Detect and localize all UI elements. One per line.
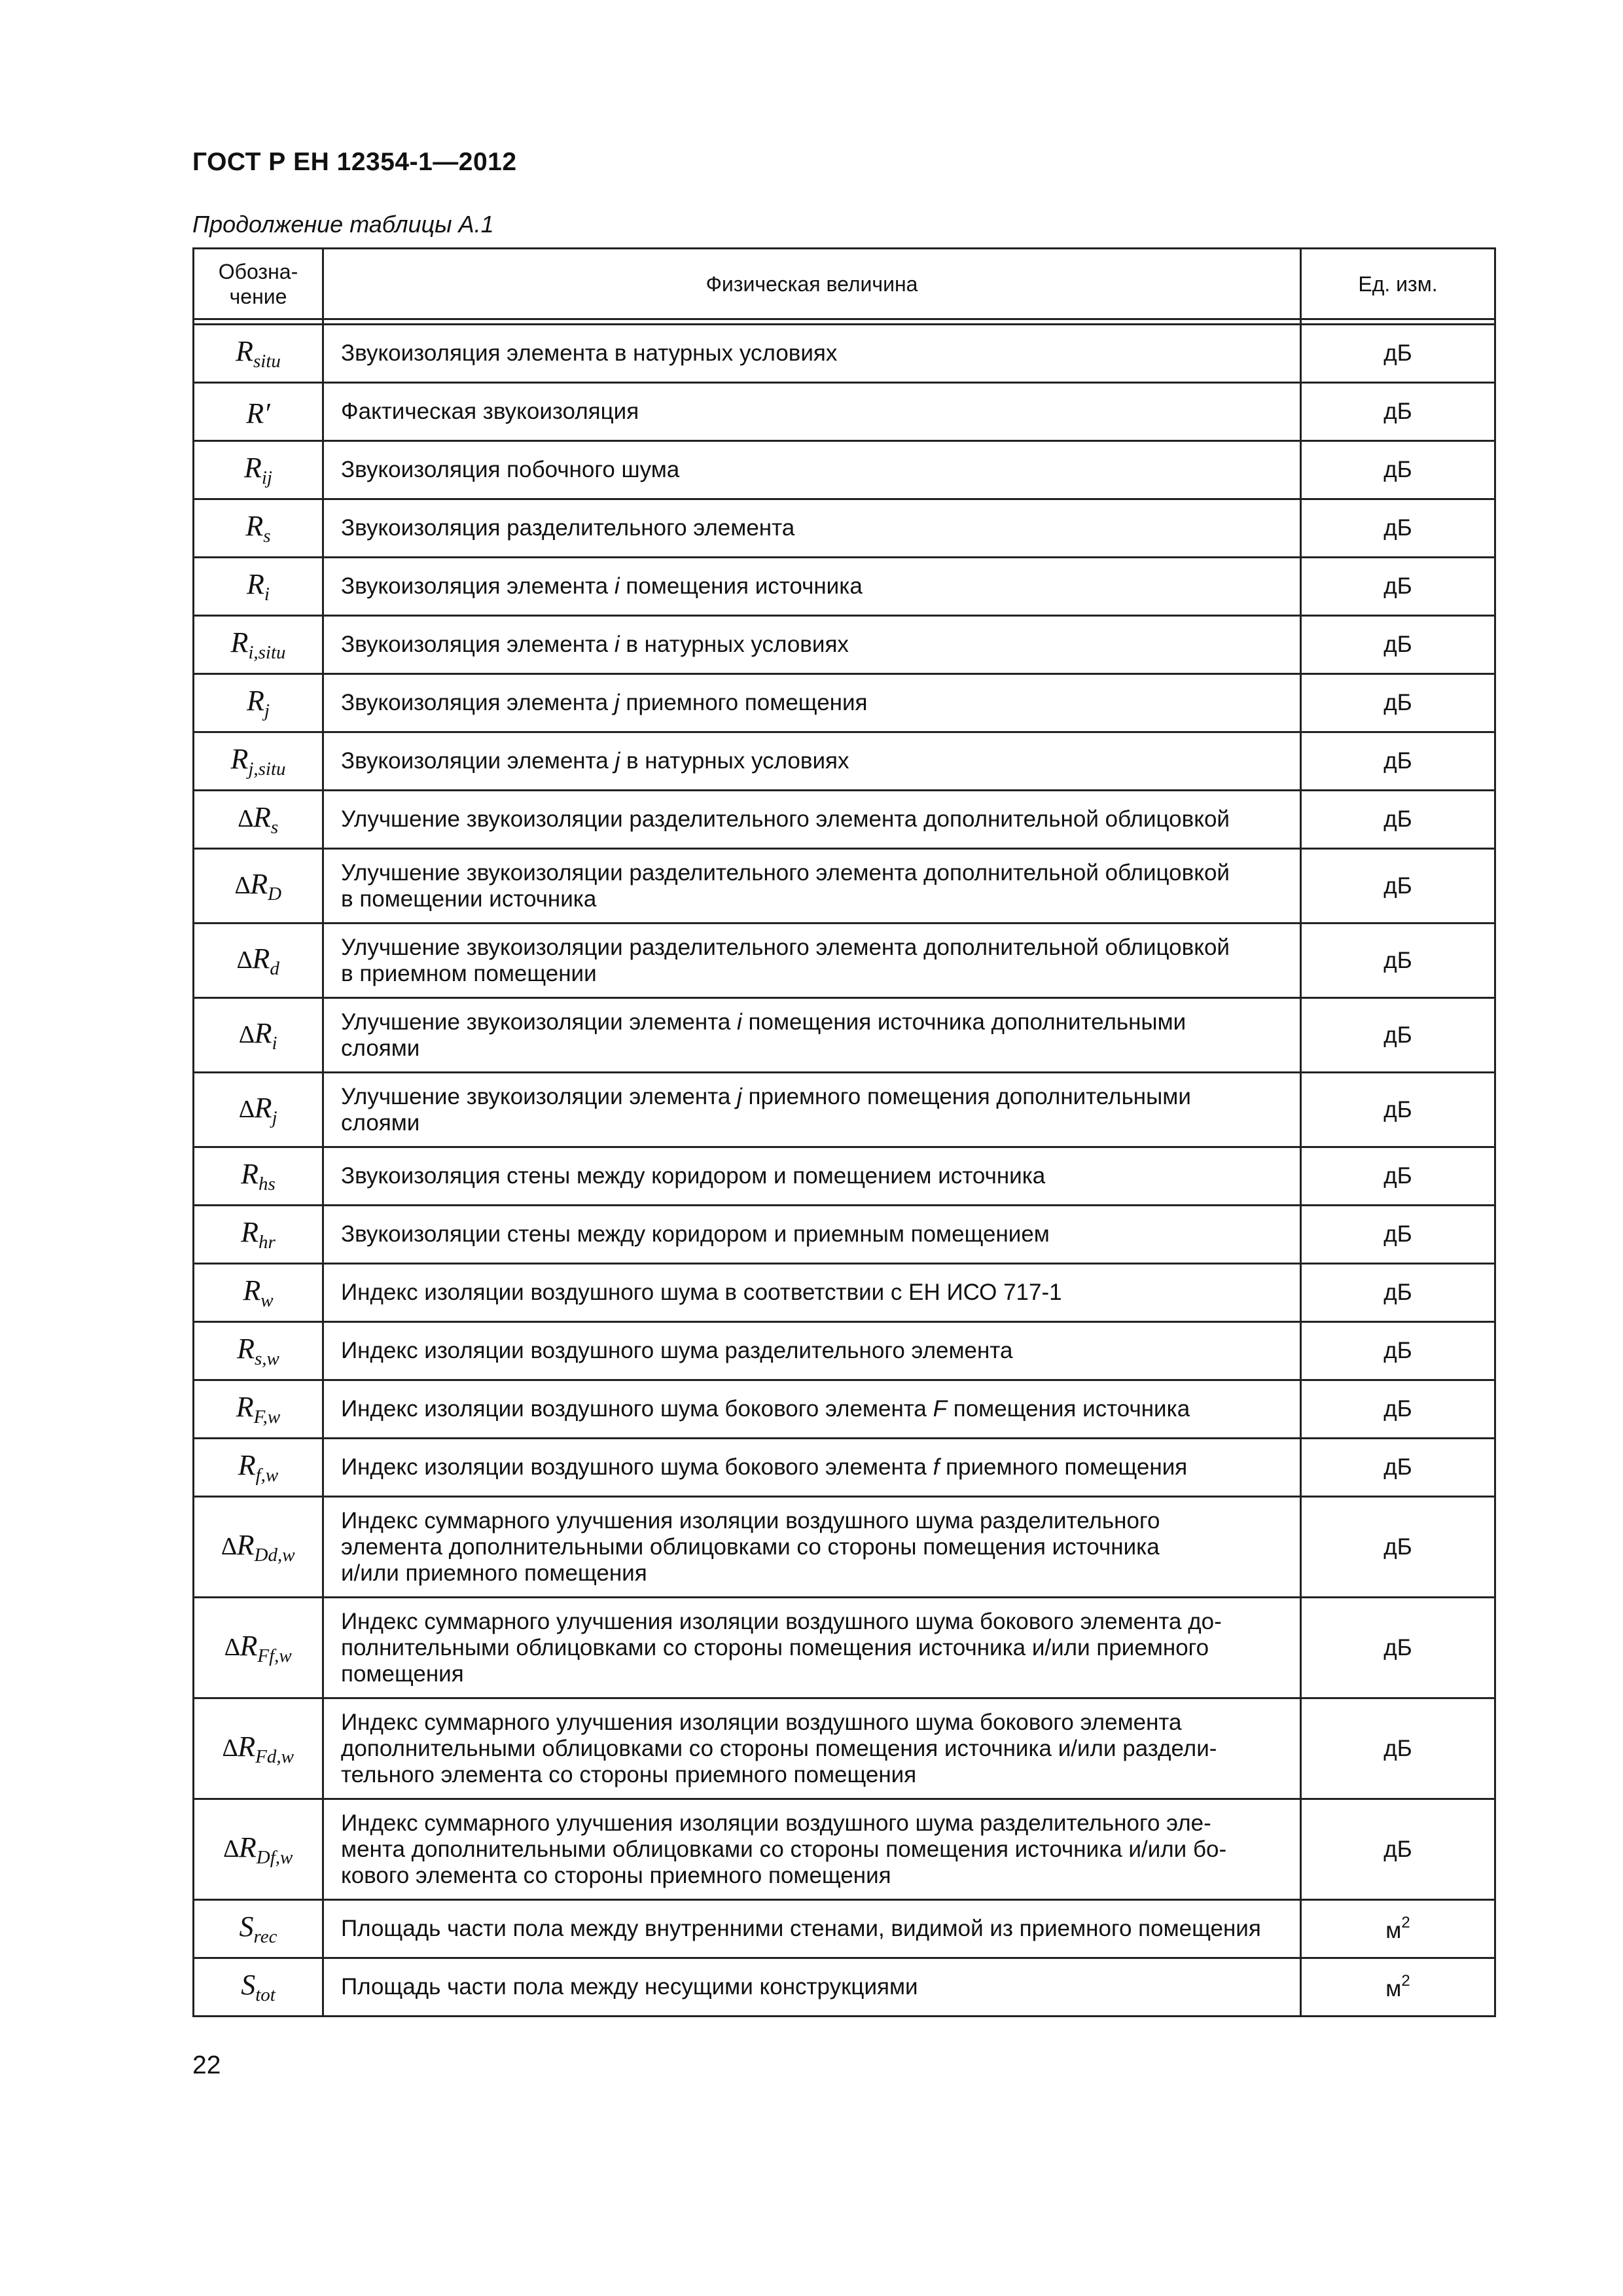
symbol-cell: $R_s$	[194, 499, 323, 558]
symbols-table	[192, 247, 1496, 2017]
table-row	[194, 1206, 1495, 1264]
description-cell: Индекс изоляции воздушного шума разделительного элемента	[323, 1322, 1301, 1380]
symbol-cell: $\Delta R_j$	[194, 1073, 323, 1147]
unit-cell: дБ	[1301, 558, 1495, 616]
table-row	[194, 1497, 1495, 1598]
table-row	[194, 1799, 1495, 1900]
header-symbol: Обозна- чение	[194, 249, 323, 319]
unit-cell: дБ	[1301, 1206, 1495, 1264]
symbol-cell: $\Delta R_D$	[194, 849, 323, 924]
unit-cell: дБ	[1301, 924, 1495, 998]
symbol-cell: $R_{s,w}$	[194, 1322, 323, 1380]
unit-cell: дБ	[1301, 499, 1495, 558]
description-cell: Звукоизоляция элемента в натурных условиях	[323, 325, 1301, 383]
unit-cell: дБ	[1301, 383, 1495, 441]
table-row	[194, 732, 1495, 791]
table-row	[194, 1598, 1495, 1698]
unit-cell: дБ	[1301, 1073, 1495, 1147]
description-cell: Звукоизоляция элемента i помещения источника	[323, 558, 1301, 616]
table-row	[194, 1073, 1495, 1147]
description-cell: Индекс суммарного улучшения изоляции воздушного шума разделительного эле- мента дополнительными облицовками со стороны помещения источника и/или бо- кового элемента со стороны приемного помещения	[323, 1799, 1301, 1900]
table-row	[194, 849, 1495, 924]
table-row	[194, 998, 1495, 1073]
description-cell: Улучшение звукоизоляции элемента i помещения источника дополнительными слоями	[323, 998, 1301, 1073]
symbol-cell: $R_{i,situ}$	[194, 616, 323, 674]
description-cell: Индекс изоляции воздушного шума бокового элемента f приемного помещения	[323, 1439, 1301, 1497]
description-cell: Улучшение звукоизоляции разделительного элемента дополнительной облицовкой в помещении источника	[323, 849, 1301, 924]
unit-cell: дБ	[1301, 849, 1495, 924]
table-row	[194, 1698, 1495, 1799]
unit-cell: дБ	[1301, 732, 1495, 791]
table-header-row	[194, 249, 1495, 319]
table-body	[194, 319, 1495, 2017]
description-cell: Звукоизоляции стены между коридором и приемным помещением	[323, 1206, 1301, 1264]
table-row	[194, 924, 1495, 998]
unit-cell: дБ	[1301, 325, 1495, 383]
table-caption: Продолжение таблицы А.1	[192, 211, 494, 238]
header-separator	[194, 319, 1495, 325]
unit-cell: дБ	[1301, 1698, 1495, 1799]
description-cell: Звукоизоляция элемента i в натурных условиях	[323, 616, 1301, 674]
symbol-cell: $R_{situ}$	[194, 325, 323, 383]
table-row	[194, 616, 1495, 674]
unit-cell: дБ	[1301, 1322, 1495, 1380]
table-row	[194, 1900, 1495, 1958]
symbol-cell: $\Delta R_{Df,w}$	[194, 1799, 323, 1900]
symbol-cell: $\Delta R_s$	[194, 791, 323, 849]
unit-cell: дБ	[1301, 441, 1495, 499]
table-row	[194, 1439, 1495, 1497]
unit-cell: дБ	[1301, 1264, 1495, 1322]
table-row	[194, 558, 1495, 616]
table-row	[194, 674, 1495, 732]
table-row	[194, 383, 1495, 441]
description-cell: Индекс суммарного улучшения изоляции воздушного шума бокового элемента дополнительными облицовками со стороны помещения источника и/или раздели- тельного элемента со стороны приемного помещения	[323, 1698, 1301, 1799]
unit-cell: дБ	[1301, 1147, 1495, 1206]
symbol-cell: $S_{tot}$	[194, 1958, 323, 2017]
symbol-cell: $R_j$	[194, 674, 323, 732]
unit-cell: дБ	[1301, 674, 1495, 732]
table-row	[194, 791, 1495, 849]
description-cell: Звукоизоляция элемента j приемного помещения	[323, 674, 1301, 732]
table-row	[194, 1147, 1495, 1206]
description-cell: Фактическая звукоизоляция	[323, 383, 1301, 441]
symbol-cell: $R_w$	[194, 1264, 323, 1322]
symbol-cell: $R_i$	[194, 558, 323, 616]
unit-cell: $м^2$	[1301, 1900, 1495, 1958]
unit-cell: дБ	[1301, 791, 1495, 849]
header-quantity: Физическая величина	[323, 249, 1301, 319]
table-row	[194, 441, 1495, 499]
unit-cell: $м^2$	[1301, 1958, 1495, 2017]
unit-cell: дБ	[1301, 1380, 1495, 1439]
table-row	[194, 499, 1495, 558]
symbol-cell: $\Delta R_{Ff,w}$	[194, 1598, 323, 1698]
description-cell: Улучшение звукоизоляции разделительного элемента дополнительной облицовкой	[323, 791, 1301, 849]
description-cell: Индекс изоляции воздушного шума бокового элемента F помещения источника	[323, 1380, 1301, 1439]
symbol-cell: $\Delta R_{Dd,w}$	[194, 1497, 323, 1598]
symbol-cell: $\Delta R_{Fd,w}$	[194, 1698, 323, 1799]
header-unit: Ед. изм.	[1301, 249, 1495, 319]
description-cell: Индекс изоляции воздушного шума в соответствии с ЕН ИСО 717-1	[323, 1264, 1301, 1322]
description-cell: Звукоизоляция разделительного элемента	[323, 499, 1301, 558]
symbol-cell: $R_{j,situ}$	[194, 732, 323, 791]
symbol-cell: R′	[194, 383, 323, 441]
description-cell: Площадь части пола между несущими конструкциями	[323, 1958, 1301, 2017]
symbol-cell: $R_{f,w}$	[194, 1439, 323, 1497]
unit-cell: дБ	[1301, 1497, 1495, 1598]
unit-cell: дБ	[1301, 998, 1495, 1073]
unit-cell: дБ	[1301, 1439, 1495, 1497]
description-cell: Индекс суммарного улучшения изоляции воздушного шума разделительного элемента дополнительными облицовками со стороны помещения источника и/или приемного помещения	[323, 1497, 1301, 1598]
symbol-cell: $R_{hr}$	[194, 1206, 323, 1264]
unit-cell: дБ	[1301, 616, 1495, 674]
description-cell: Звукоизоляция побочного шума	[323, 441, 1301, 499]
table-row	[194, 1264, 1495, 1322]
unit-cell: дБ	[1301, 1598, 1495, 1698]
symbol-cell: $\Delta R_d$	[194, 924, 323, 998]
description-cell: Улучшение звукоизоляции разделительного элемента дополнительной облицовкой в приемном помещении	[323, 924, 1301, 998]
table-row	[194, 1958, 1495, 2017]
page-number: 22	[192, 2051, 221, 2079]
symbol-cell: $R_{ij}$	[194, 441, 323, 499]
symbol-cell: $S_{rec}$	[194, 1900, 323, 1958]
description-cell: Площадь части пола между внутренними стенами, видимой из приемного помещения	[323, 1900, 1301, 1958]
description-cell: Улучшение звукоизоляции элемента j приемного помещения дополнительными слоями	[323, 1073, 1301, 1147]
description-cell: Индекс суммарного улучшения изоляции воздушного шума бокового элемента до- полнительными облицовками со стороны помещения источника и/или приемного помещения	[323, 1598, 1301, 1698]
table-row	[194, 1380, 1495, 1439]
description-cell: Звукоизоляция стены между коридором и помещением источника	[323, 1147, 1301, 1206]
symbol-cell: $R_{hs}$	[194, 1147, 323, 1206]
document-header: ГОСТ Р ЕН 12354-1—2012	[192, 148, 517, 176]
unit-cell: дБ	[1301, 1799, 1495, 1900]
table-row	[194, 1322, 1495, 1380]
symbol-cell: $\Delta R_i$	[194, 998, 323, 1073]
symbol-cell: $R_{F,w}$	[194, 1380, 323, 1439]
description-cell: Звукоизоляции элемента j в натурных условиях	[323, 732, 1301, 791]
table-row	[194, 325, 1495, 383]
